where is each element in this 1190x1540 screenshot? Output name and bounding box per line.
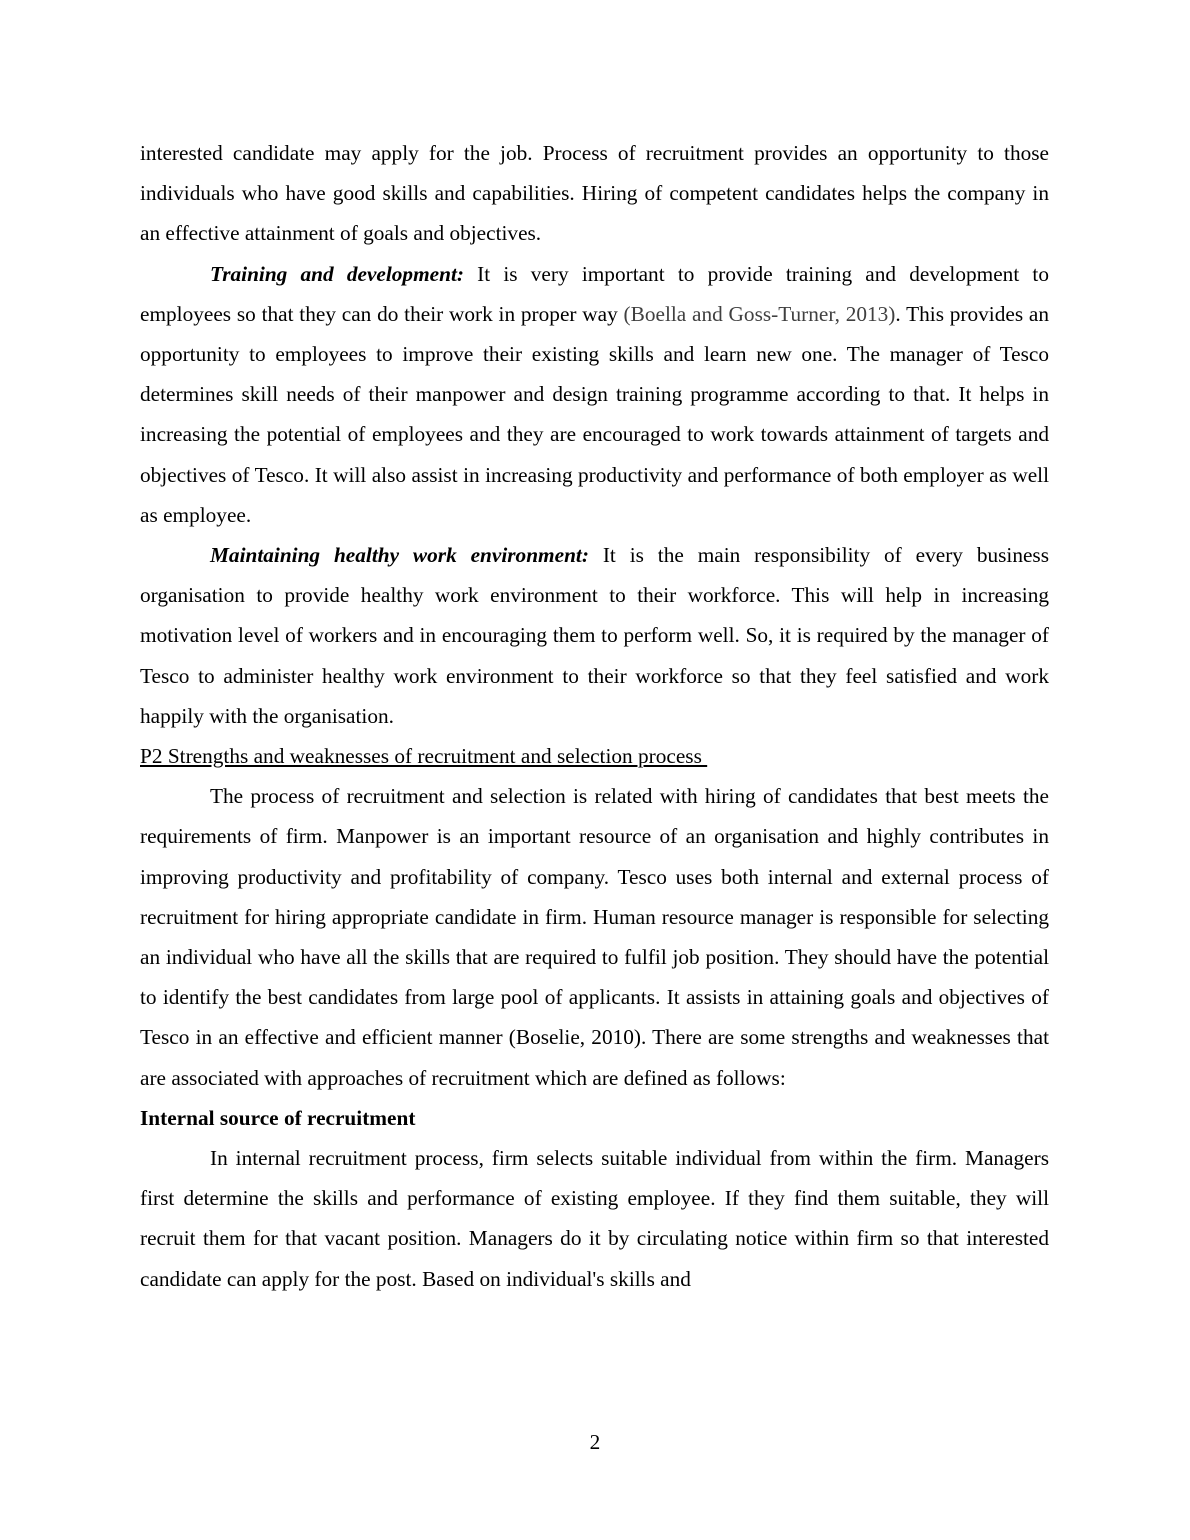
section-heading-internal-source: Internal source of recruitment xyxy=(140,1105,416,1130)
paragraph-recruitment-selection: The process of recruitment and selection is related with hiring of candidates that best meets the requirements of firm. Manpower is an important resource of an organisation and highly contributes in improving productivity and profitability of company. Tesco uses both internal and external process of recruitment for hiring appropriate candidate in firm. Human resource manager is responsible for selecting an individual who have all the skills that are required to fulfil job position. They should have the potential to identify the best candidates from large pool of applicants. It assists in attaining goals and objectives of Tesco in an effective and efficient manner (Boselie, 2010). There are some strengths and weaknesses that are associated with approaches of recruitment which are defined as follows: xyxy=(140,784,1049,1090)
page-number: 2 xyxy=(589,1430,601,1454)
citation-boella: (Boella and Goss-Turner, 2013) xyxy=(623,301,896,326)
paragraph-internal-recruitment: In internal recruitment process, firm selects suitable individual from within the firm. Managers first determine the skills and performance of existing employee. If they find them suitable, they will recruit them for that vacant position. Managers do it by circulating notice within firm so that interested candidate can apply for the post. Based on individual's skills and xyxy=(140,1146,1049,1291)
document-body xyxy=(140,133,1049,1299)
healthy-environment-text: It is the main responsibility of every business organisation to provide healthy work environment to their workforce. This will help in increasing motivation level of workers and in encouraging them to perform well. So, it is required by the manager of Tesco to administer healthy work environment to their workforce so that they feel satisfied and work happily with the organisation. xyxy=(140,543,1049,728)
section-heading-p2: P2 Strengths and weaknesses of recruitment and selection process xyxy=(140,744,708,769)
paragraph-recruitment-continuation: interested candidate may apply for the job. Process of recruitment provides an opportunity to those individuals who have good skills and capabilities. Hiring of competent candidates helps the company in an effective attainment of goals and objectives. xyxy=(140,141,1049,246)
training-development-lead: Training and development: xyxy=(210,261,464,286)
healthy-environment-lead: Maintaining healthy work environment: xyxy=(210,543,589,568)
paragraph-training-development xyxy=(140,254,1049,535)
training-development-text: It is very important to provide training and development to employees so that they can do their work in proper way xyxy=(140,261,1049,326)
paragraph-healthy-environment xyxy=(140,535,1049,736)
training-development-text-continued: . This provides an opportunity to employees to improve their existing skills and learn new one. The manager of Tesco determines skill needs of their manpower and design training programme according to that. It helps in increasing the potential of employees and they are encouraged to work towards attainment of targets and objectives of Tesco. It will also assist in increasing productivity and performance of both employer as well as employee. xyxy=(140,301,1049,527)
